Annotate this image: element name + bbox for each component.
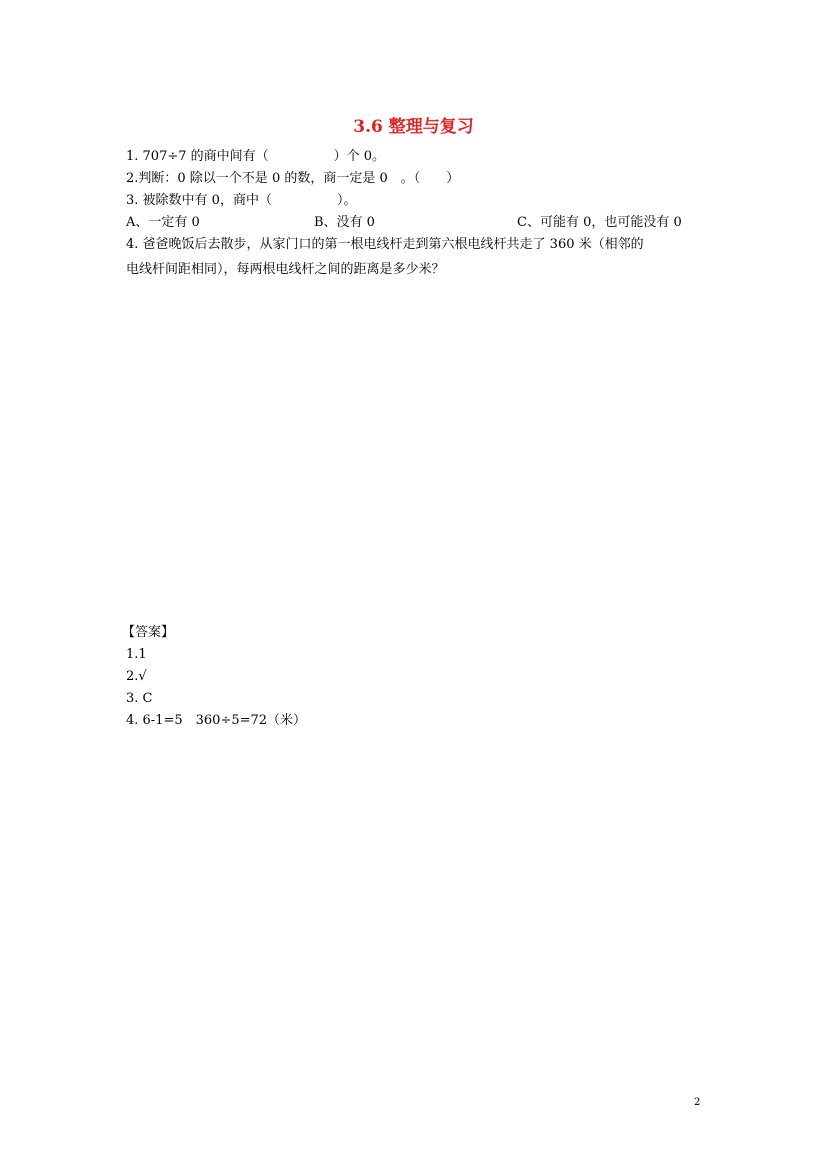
- question-3-option-b: B、没有 0: [314, 215, 375, 230]
- answer-1: 1.1: [126, 647, 147, 662]
- page-title: 3.6 整理与复习: [353, 117, 474, 137]
- question-4-line-1: 4. 爸爸晚饭后去散步，从家门口的第一根电线杆走到第六根电线杆共走了 360 米（相邻的: [126, 237, 644, 252]
- question-3-option-a: A、一定有 0: [126, 215, 200, 230]
- question-1: 1. 707÷7 的商中间有（ ）个 0。: [126, 149, 386, 164]
- answer-4: 4. 6-1=5 360÷5=72（米）: [126, 713, 307, 728]
- answer-2: 2.√: [126, 669, 147, 684]
- question-3: 3. 被除数中有 0，商中（ ）。: [126, 193, 357, 208]
- question-4-line-2: 电线杆间距相同），每两根电线杆之间的距离是多少米？: [126, 262, 445, 277]
- answers-heading: 【答案】: [122, 625, 175, 640]
- answer-3: 3. C: [126, 691, 153, 706]
- question-2: 2.判断：0 除以一个不是 0 的数，商一定是 0 。（ ）: [126, 171, 460, 186]
- page-number: 2: [694, 1097, 701, 1108]
- question-3-option-c: C、可能有 0，也可能没有 0: [517, 215, 682, 230]
